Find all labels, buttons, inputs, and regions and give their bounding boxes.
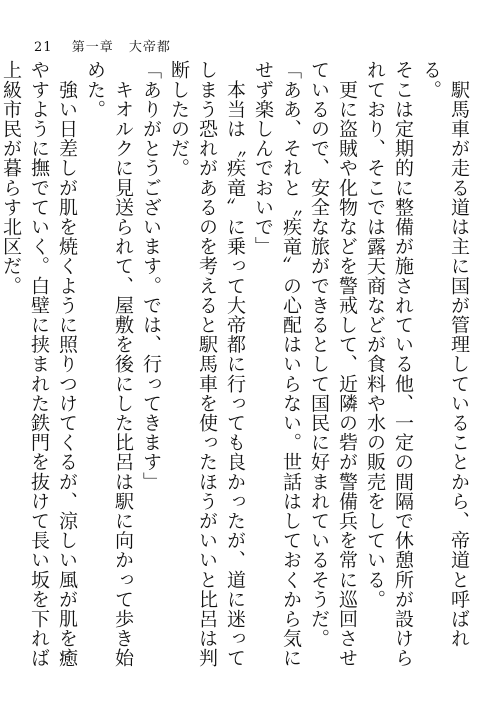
paragraph: 更に盗賊や化物などを警戒して、近隣の砦が警備兵を常に巡回させているので、安全な旅ができるとして国民に好まれているそうだ。 (308, 60, 358, 668)
running-header (34, 36, 171, 55)
section-title: 大帝都 (128, 40, 171, 55)
page-number: 21 (34, 40, 53, 55)
paragraph: 本当は〝疾竜〟に乗って大帝都に行っても良かったが、道に迷ってしまう恐れがあるのを考えると駅馬車を使ったほうがいいと比呂は判断したのだ。 (168, 60, 246, 668)
paragraph: 強い日差しが肌を焼くように照りつけてくるが、涼しい風が肌を癒やすように撫でていく。白壁に挟まれた鉄門を抜けて長い坂を下れば上級市民が暮らす北区だ。 (0, 60, 78, 668)
paragraph: そこは定期的に整備が施されている他、一定の間隔で休憩所が設けられており、そこでは露天商などが食料や水の販売をしている。 (364, 60, 414, 668)
chapter-label: 第一章 (71, 40, 114, 55)
paragraph: 「ありがとうございます。では、行ってきます」 (140, 60, 162, 492)
body-text (0, 60, 473, 680)
paragraph: キオルクに見送られて、屋敷を後にした比呂は駅に向かって歩き始めた。 (84, 60, 134, 668)
paragraph: 「ああ、それと〝疾竜〟の心配はいらない。世話はしておくから気にせず楽しんでおいで」 (252, 60, 302, 668)
paragraph: 駅馬車が走る道は主に国が管理していることから、帝道と呼ばれる。 (420, 60, 470, 648)
